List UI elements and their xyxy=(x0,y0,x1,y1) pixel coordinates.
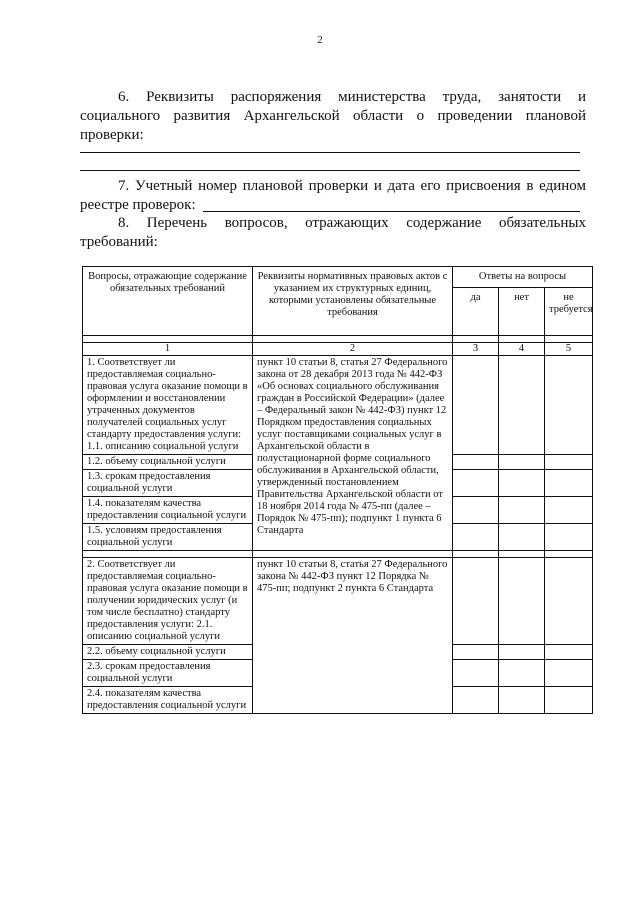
answer-cell[interactable] xyxy=(499,660,545,687)
answer-cell[interactable] xyxy=(453,470,499,497)
references-block-2: пункт 10 статьи 8, статья 27 Федерального закона № 442-ФЗ пункт 12 Порядка № 475-пп; подпункт 2 пункта 6 Стандарта xyxy=(253,558,453,714)
header-yes: да xyxy=(453,288,499,336)
answer-cell[interactable] xyxy=(453,356,499,455)
question-2-3: 2.3. срокам предоставления социальной услуги xyxy=(83,660,253,687)
answer-cell[interactable] xyxy=(499,645,545,660)
question-1-3: 1.3. срокам предоставления социальной услуги xyxy=(83,470,253,497)
question-2-4: 2.4. показателям качества предоставления социальной услуги xyxy=(83,687,253,714)
question-2-2: 2.2. объему социальной услуги xyxy=(83,645,253,660)
paragraph-8: 8. Перечень вопросов, отражающих содержание обязательных требований: xyxy=(80,215,586,250)
answer-cell[interactable] xyxy=(453,455,499,470)
answer-cell[interactable] xyxy=(545,687,593,714)
question-2-1: 2. Соответствует ли предоставляемая социально-правовая услуга оказание помощи в получении юридических услуг (и том числе бесплатно) стандарту предоставления услуги: 2.1. описанию социальной услуги xyxy=(83,558,253,645)
answer-cell[interactable] xyxy=(499,497,545,524)
answer-cell[interactable] xyxy=(499,356,545,455)
answer-cell[interactable] xyxy=(499,558,545,645)
answer-cell[interactable] xyxy=(453,687,499,714)
col-number-1: 1 xyxy=(83,343,253,356)
question-1-1: 1. Соответствует ли предоставляемая социально-правовая услуга оказание помощи в оформлении и восстановлении утраченных документов получателей социальных услуг стандарту предоставления услуги: 1.1. описанию социальной услуги xyxy=(83,356,253,455)
paragraph-6: 6. Реквизиты распоряжения министерства труда, занятости и социального развития Архангельской области о проведении плановой проверки: xyxy=(80,89,586,143)
answer-cell[interactable] xyxy=(453,660,499,687)
header-references: Реквизиты нормативных правовых актов с указанием их структурных единиц, которыми установлены обязательные требования xyxy=(253,267,453,336)
references-block-1: пункт 10 статьи 8, статья 27 Федерального закона от 28 декабря 2013 года № 442-ФЗ «Об основах социального обслуживания граждан в Российской Федерации» (далее – Федеральный закон № 442-ФЗ) пункт 12 Порядком предоставления социальных услуг поставщиками социальных услуг в Архангельской области в полустационарной форме социального обслуживания в Архангельской области, утвержденный постановлением Правительства Архангельской области от 18 ноября 2014 года № 475-пп (далее – Порядок № 475-пп); подпункт 1 пункта 6 Стандарта xyxy=(253,356,453,551)
answer-cell[interactable] xyxy=(545,497,593,524)
answer-cell[interactable] xyxy=(453,497,499,524)
page-number: 2 xyxy=(317,34,323,46)
col-number-3: 3 xyxy=(453,343,499,356)
requirements-table xyxy=(82,266,593,714)
answer-cell[interactable] xyxy=(545,455,593,470)
answer-cell[interactable] xyxy=(545,470,593,497)
answer-cell[interactable] xyxy=(545,645,593,660)
fill-line-7 xyxy=(203,211,580,212)
answer-cell[interactable] xyxy=(545,524,593,551)
paragraph-7-line2 xyxy=(80,196,586,215)
answer-cell[interactable] xyxy=(545,558,593,645)
col-number-4: 4 xyxy=(499,343,545,356)
answer-cell[interactable] xyxy=(453,645,499,660)
header-answers: Ответы на вопросы xyxy=(453,267,593,288)
header-no: нет xyxy=(499,288,545,336)
answer-cell[interactable] xyxy=(499,687,545,714)
answer-cell[interactable] xyxy=(545,660,593,687)
answer-cell[interactable] xyxy=(545,356,593,455)
header-questions: Вопросы, отражающие содержание обязательных требований xyxy=(83,267,253,336)
fill-line-6a xyxy=(80,152,580,153)
fill-line-6b xyxy=(80,170,580,171)
question-1-5: 1.5. условиям предоставления социальной услуги xyxy=(83,524,253,551)
header-not-required: не требуется xyxy=(545,288,593,336)
paragraph-7-line1: 7. Учетный номер плановой проверки и дата его присвоения в едином xyxy=(118,178,586,194)
question-1-4: 1.4. показателям качества предоставления социальной услуги xyxy=(83,497,253,524)
answer-cell[interactable] xyxy=(499,455,545,470)
answer-cell[interactable] xyxy=(499,524,545,551)
paragraph-7-label: реестре проверок: xyxy=(80,197,196,213)
answer-cell[interactable] xyxy=(499,470,545,497)
col-number-5: 5 xyxy=(545,343,593,356)
question-1-2: 1.2. объему социальной услуги xyxy=(83,455,253,470)
answer-cell[interactable] xyxy=(453,524,499,551)
col-number-2: 2 xyxy=(253,343,453,356)
answer-cell[interactable] xyxy=(453,558,499,645)
